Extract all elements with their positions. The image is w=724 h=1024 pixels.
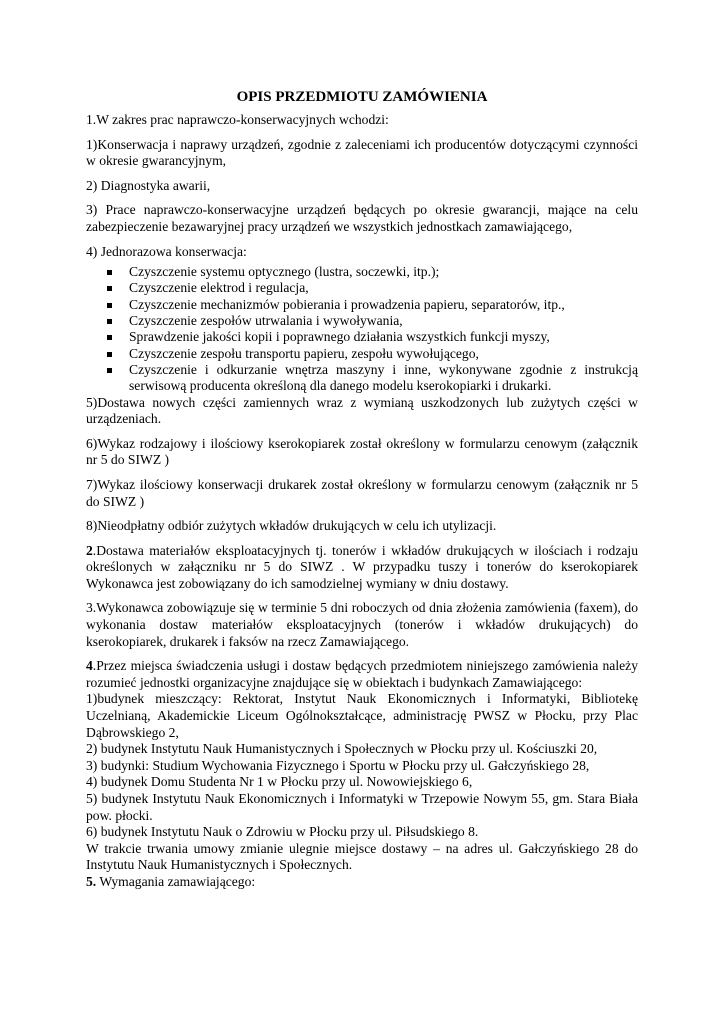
list-item: Sprawdzenie jakości kopii i poprawnego działania wszystkich funkcji myszy, [86, 329, 638, 345]
item-8-paragraph: 8)Nieodpłatny odbiór zużytych wkładów drukujących w celu ich utylizacji. [86, 518, 497, 534]
section-4-paragraph [86, 658, 638, 691]
list-item: Czyszczenie zespołu transportu papieru, zespołu wywołującego, [86, 346, 638, 362]
building-1: 1)budynek mieszczący: Rektorat, Instytut Nauk Ekonomicznych i Informatyki, Bibliotekę Uczelnianą, Akademickie Liceum Ogólnokształcące, administrację PWSZ w Płocku, przy Plac Dąbrowskiego 2, [86, 691, 638, 740]
building-3: 3) budynki: Studium Wychowania Fizycznego i Sportu w Płocku przy ul. Gałczyńskiego 28, [86, 757, 590, 773]
square-bullet-icon [107, 352, 112, 357]
square-bullet-icon [107, 270, 112, 275]
building-5: 5) budynek Instytutu Nauk Ekonomicznych i Informatyki w Trzepowie Nowym 55, gm. Stara Biała pow. płocki. [86, 791, 638, 823]
section-3-paragraph: 3.Wykonawca zobowiązuje się w terminie 5 dni roboczych od dnia złożenia zamówienia (faxem), do wykonania dostaw materiałów eksploatacyjnych (tonerów i wkładów drukujących) do kserokopiarek, drukarek i faksów na rzecz Zamawiającego. [86, 600, 638, 649]
intro-paragraph: 1.W zakres prac naprawczo-konserwacyjnych wchodzi: [86, 112, 389, 127]
list-item: Czyszczenie mechanizmów pobierania i prowadzenia papieru, separatorów, itp., [86, 297, 638, 313]
square-bullet-icon [107, 335, 112, 340]
section-2-paragraph [86, 543, 638, 593]
section-5-heading [86, 874, 638, 891]
section-2-text: .Dostawa materiałów eksploatacyjnych tj. tonerów i wkładów drukujących w ilościach i rodzaju określonych w załączniku nr 5 do SIWZ . W przypadku tuszy i tonerów do kserokopiarek Wykonawca jest zobowiązany do ich samodzielnej wymiany w dniu dostawy. [86, 542, 638, 591]
square-bullet-icon [107, 368, 112, 373]
delivery-change-note: W trakcie trwania umowy zmianie ulegnie miejsce dostawy – na adres ul. Gałczyńskiego 28 do Instytutu Nauk Humanistycznych i Społecznych. [86, 840, 638, 873]
section-2-number: 2 [86, 542, 93, 558]
list-item: Czyszczenie zespołów utrwalania i wywoływania, [86, 313, 638, 329]
section-5-text: Wymagania zamawiającego: [96, 873, 256, 889]
building-6: 6) budynek Instytutu Nauk o Zdrowiu w Płocku przy ul. Piłsudskiego 8. [86, 824, 479, 840]
item-7-paragraph: 7)Wykaz ilościowy konserwacji drukarek został określony w formularzu cenowym (załącznik nr 5 do SIWZ ) [86, 476, 638, 509]
item-5-paragraph: 5)Dostawa nowych części zamiennych wraz z wymianą uszkodzonych lub zużytych części w urządzeniach. [86, 394, 638, 427]
section-4-number: 4 [86, 658, 93, 674]
list-item: Czyszczenie systemu optycznego (lustra, soczewki, itp.); [86, 264, 638, 280]
list-item: Czyszczenie elektrod i regulacja, [86, 280, 638, 296]
item-6-paragraph: 6)Wykaz rodzajowy i ilościowy kserokopiarek został określony w formularzu cenowym (załącznik nr 5 do SIWZ ) [86, 435, 638, 468]
item-3-paragraph: 3) Prace naprawczo-konserwacyjne urządzeń będących po okresie gwarancji, mające na celu zabezpieczenie bezawaryjnej pracy urządzeń we wszystkich jednostkach zamawiającego, [86, 202, 638, 234]
item-1-paragraph: 1)Konserwacja i naprawy urządzeń, zgodnie z zaleceniami ich producentów dotyczącymi czynności w okresie gwarancyjnym, [86, 136, 638, 169]
building-4: 4) budynek Domu Studenta Nr 1 w Płocku przy ul. Nowowiejskiego 6, [86, 774, 473, 790]
item-2-paragraph: 2) Diagnostyka awarii, [86, 177, 211, 193]
document-page [86, 88, 638, 891]
list-item: Czyszczenie i odkurzanie wnętrza maszyny i inne, wykonywane zgodnie z instrukcją serwisową producenta określoną dla danego modelu kserokopiarki i drukarki. [86, 362, 638, 395]
maintenance-bullet-list [86, 264, 638, 394]
section-5-number: 5. [86, 873, 97, 889]
document-title: OPIS PRZEDMIOTU ZAMÓWIENIA [236, 89, 488, 105]
building-2: 2) budynek Instytutu Nauk Humanistycznych i Społecznych w Płocku przy ul. Kościuszki 20, [86, 741, 598, 757]
square-bullet-icon [107, 286, 112, 291]
section-4-text: .Przez miejsca świadczenia usługi i dostaw będących przedmiotem niniejszego zamówienia należy rozumieć jednostki organizacyjne znajdujące się w obiektach i budynkach Zamawiającego: [86, 658, 638, 690]
item-4-paragraph: 4) Jednorazowa konserwacja: [86, 243, 247, 259]
square-bullet-icon [107, 319, 112, 324]
square-bullet-icon [107, 303, 112, 308]
